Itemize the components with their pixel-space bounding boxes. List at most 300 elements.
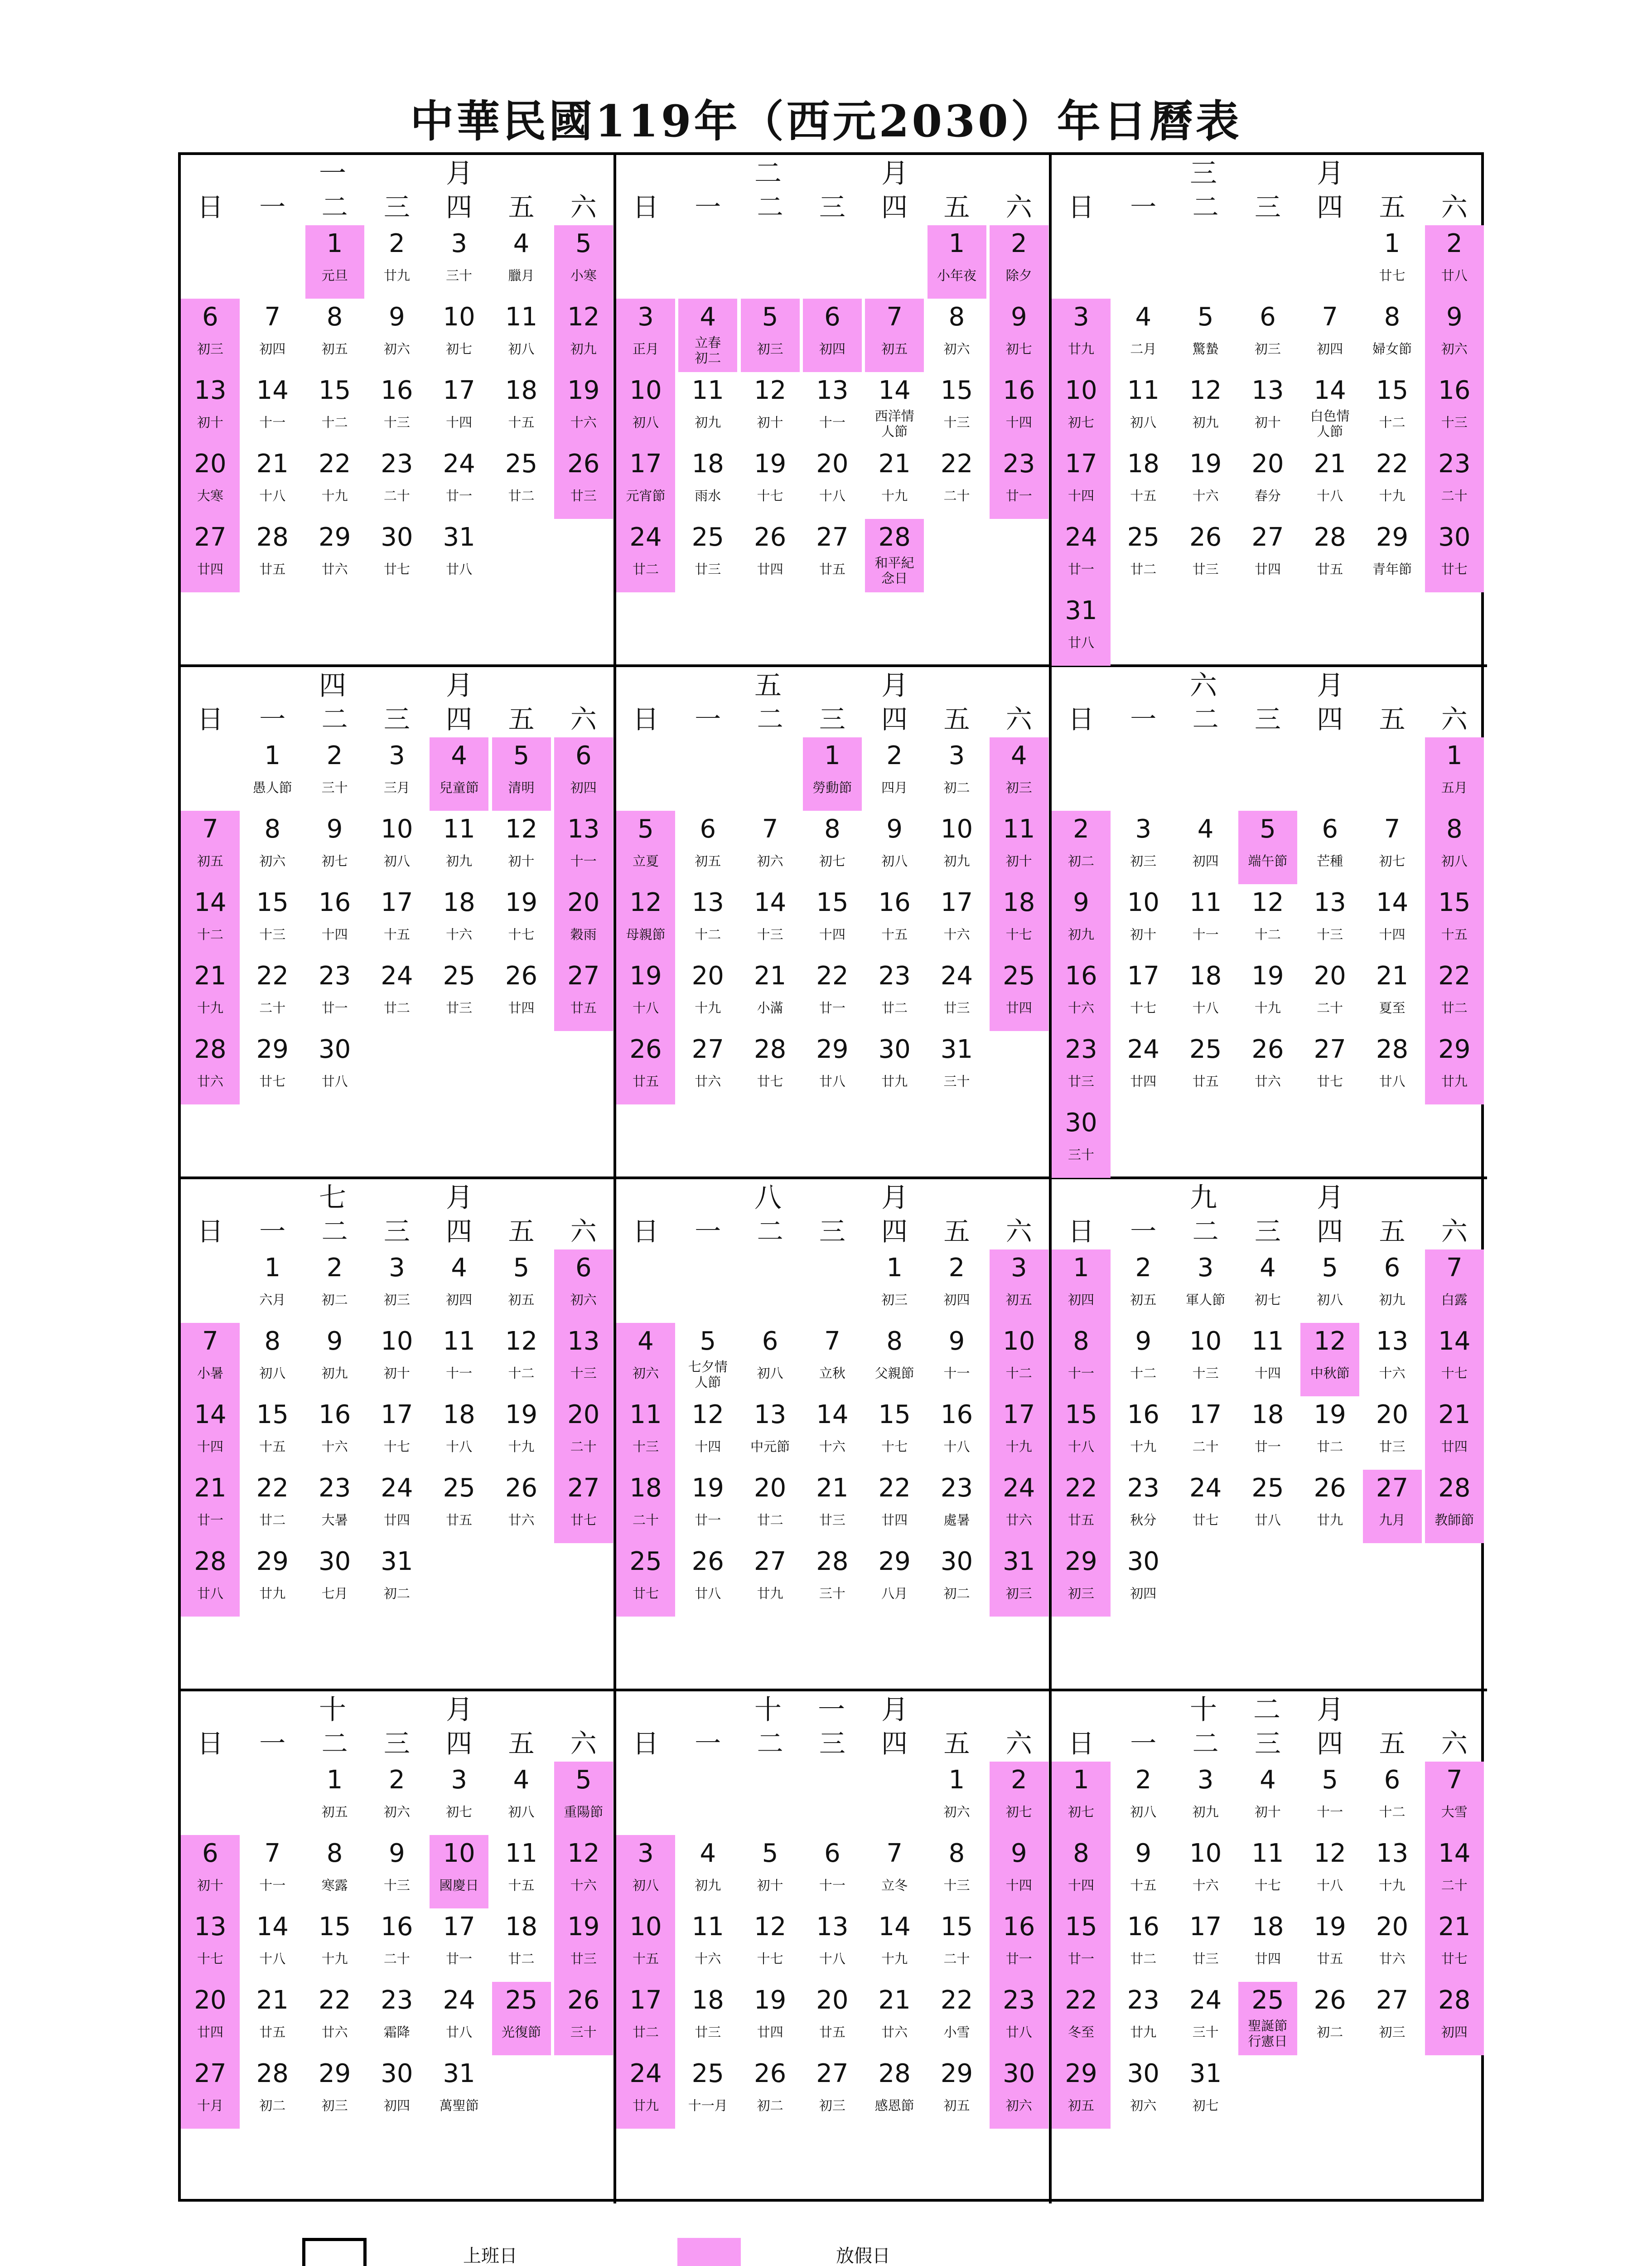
lunar-or-festival-label: 廿六 [695, 1074, 721, 1089]
month-title-char: 九 [1190, 1182, 1217, 1214]
day-cell [741, 1908, 800, 1982]
lunar-or-festival-label: 大雪 [1441, 1804, 1468, 1820]
holiday-cell [1052, 1470, 1111, 1543]
weekday-header [1052, 191, 1487, 223]
weekday-label: 日 [632, 192, 659, 223]
lunar-or-festival-label: 十九 [1130, 1439, 1157, 1454]
day-number: 19 [754, 1985, 787, 2015]
lunar-or-festival-label: 初四 [1441, 2024, 1468, 2040]
day-number: 29 [816, 1035, 849, 1064]
lunar-or-festival-label: 廿四 [757, 2024, 783, 2040]
day-cell [1176, 1470, 1235, 1543]
day-number: 12 [1251, 888, 1284, 917]
month-title-char: 三 [1190, 158, 1217, 189]
day-cell [1238, 372, 1297, 445]
day-number: 6 [575, 741, 592, 770]
day-cell [367, 1982, 426, 2055]
lunar-or-festival-label: 十一月 [688, 2098, 728, 2113]
day-cell [927, 445, 986, 519]
day-cell [243, 1323, 302, 1396]
day-number: 12 [754, 376, 787, 405]
lunar-or-festival-label: 初六 [757, 853, 783, 869]
lunar-or-festival-label: 十一 [259, 415, 286, 430]
day-number: 8 [1384, 302, 1401, 332]
day-number: 26 [691, 1547, 724, 1576]
day-cell [803, 372, 862, 445]
day-number: 29 [878, 1547, 911, 1576]
day-number: 2 [389, 229, 405, 258]
day-number: 22 [1065, 1473, 1097, 1503]
day-number: 9 [326, 1327, 343, 1356]
lunar-or-festival-label: 廿六 [1379, 1951, 1406, 1966]
legend [0, 2234, 1652, 2266]
day-cell [367, 884, 426, 958]
day-number: 18 [1189, 961, 1222, 991]
lunar-or-festival-label: 廿一 [197, 1512, 223, 1528]
day-number: 15 [1438, 888, 1471, 917]
day-number: 23 [318, 961, 351, 991]
lunar-or-festival-label: 重陽節 [564, 1804, 604, 1820]
day-number: 21 [256, 1985, 289, 2015]
day-number: 5 [575, 1765, 592, 1795]
lunar-or-festival-label: 十三 [570, 1365, 597, 1381]
day-number: 6 [1384, 1253, 1401, 1283]
day-number: 25 [1251, 1473, 1284, 1503]
day-number: 19 [691, 1473, 724, 1503]
holiday-cell [554, 1982, 613, 2055]
day-cell [927, 372, 986, 445]
day-number: 5 [513, 1253, 530, 1283]
weekday-label: 日 [1068, 192, 1094, 223]
day-number: 18 [1003, 888, 1035, 917]
day-number: 18 [1251, 1912, 1284, 1942]
day-number: 27 [1314, 1035, 1346, 1064]
day-number: 29 [940, 2059, 973, 2088]
day-number: 12 [691, 1400, 724, 1429]
day-number: 1 [264, 1253, 281, 1283]
day-number: 7 [1322, 302, 1338, 332]
day-cell [430, 1908, 488, 1982]
weekday-label: 一 [1130, 192, 1157, 223]
day-cell [927, 958, 986, 1031]
day-number: 21 [194, 1473, 227, 1503]
day-cell [1176, 811, 1235, 884]
holiday-cell [554, 811, 613, 884]
lunar-or-festival-label: 十五 [383, 927, 410, 942]
lunar-or-festival-label: 廿一 [446, 1951, 473, 1966]
lunar-or-festival-label: 廿七 [1441, 1951, 1468, 1966]
lunar-or-festival-label: 廿五 [1317, 1951, 1343, 1966]
day-cell [927, 1396, 986, 1470]
day-cell [492, 445, 551, 519]
lunar-or-festival-label: 端午節 [1248, 853, 1288, 869]
lunar-or-festival-label: 初八 [508, 341, 535, 357]
day-number: 12 [505, 1327, 538, 1356]
day-number: 31 [1065, 596, 1097, 625]
day-cell [741, 1543, 800, 1617]
day-number: 22 [1438, 961, 1471, 991]
lunar-or-festival-label: 十七 [881, 1439, 908, 1454]
lunar-or-festival-label: 廿五 [1068, 1512, 1094, 1528]
holiday-cell [181, 1470, 240, 1543]
lunar-or-festival-label: 初六 [383, 1804, 410, 1820]
day-number: 7 [886, 1839, 903, 1868]
holiday-cell [1425, 1396, 1484, 1470]
day-number: 28 [1438, 1985, 1471, 2015]
day-number: 6 [1322, 814, 1338, 844]
day-number: 1 [1384, 229, 1401, 258]
day-number: 11 [1251, 1327, 1284, 1356]
day-number: 28 [194, 1547, 227, 1576]
lunar-or-festival-label: 十二 [321, 415, 348, 430]
lunar-or-festival-label: 十三 [1317, 927, 1343, 942]
weekday-header [181, 703, 616, 735]
weekday-label: 一 [695, 704, 721, 735]
holiday-cell [616, 519, 675, 592]
day-cell [305, 1908, 364, 1982]
day-number: 1 [948, 1765, 965, 1795]
weekday-label: 六 [570, 1728, 597, 1759]
holiday-cell [1052, 1543, 1111, 1617]
month-title-char: 四 [319, 670, 346, 702]
day-number: 10 [381, 1327, 413, 1356]
lunar-or-festival-label: 廿五 [259, 562, 286, 577]
lunar-or-festival-label: 三十 [1192, 2024, 1219, 2040]
lunar-or-festival-label: 初六 [943, 341, 970, 357]
day-cell [367, 737, 426, 811]
day-number: 17 [1065, 449, 1097, 479]
lunar-or-festival-label: 廿四 [1130, 1074, 1157, 1089]
lunar-or-festival-label: 廿六 [321, 2024, 348, 2040]
day-cell [430, 1470, 488, 1543]
day-number: 30 [1127, 2059, 1159, 2088]
lunar-or-festival-label: 廿四 [197, 2024, 223, 2040]
holiday-cell [181, 1031, 240, 1104]
lunar-or-festival-label: 初二 [943, 780, 970, 795]
day-number: 7 [202, 1327, 218, 1356]
day-number: 26 [1314, 1473, 1346, 1503]
lunar-or-festival-label: 十三 [1192, 1365, 1219, 1381]
lunar-or-festival-label: 穀雨 [570, 927, 597, 942]
weekday-label: 一 [259, 1216, 286, 1247]
month-title-char: 一 [319, 158, 346, 189]
day-number: 30 [318, 1547, 351, 1576]
day-number: 29 [256, 1547, 289, 1576]
holiday-cell [1425, 1835, 1484, 1908]
day-cell [305, 1249, 364, 1323]
holiday-cell [1052, 372, 1111, 445]
day-cell [927, 884, 986, 958]
lunar-or-festival-label: 廿一 [1254, 1439, 1281, 1454]
day-number: 15 [318, 1912, 351, 1942]
day-number: 9 [1135, 1327, 1152, 1356]
lunar-or-festival-label: 初七 [819, 853, 845, 869]
weekday-header [1052, 1728, 1487, 1759]
lunar-or-festival-label: 廿七 [1317, 1074, 1343, 1089]
lunar-or-festival-label: 廿九 [632, 2098, 659, 2113]
day-cell [492, 1249, 551, 1323]
day-number: 13 [1251, 376, 1284, 405]
day-number: 22 [256, 1473, 289, 1503]
month-title-char: 八 [754, 1182, 782, 1214]
day-cell [927, 1031, 986, 1104]
lunar-or-festival-label: 廿九 [1068, 341, 1094, 357]
lunar-or-festival-label: 初七 [1192, 2098, 1219, 2113]
holiday-cell [1052, 519, 1111, 592]
lunar-or-festival-label: 十一 [1317, 1804, 1343, 1820]
holiday-cell [554, 958, 613, 1031]
lunar-or-festival-label: 十五 [1130, 488, 1157, 504]
lunar-or-festival-label: 十六 [1192, 488, 1219, 504]
lunar-or-festival-label: 十九 [508, 1439, 535, 1454]
day-number: 2 [1010, 229, 1027, 258]
lunar-or-festival-label: 十三 [632, 1439, 659, 1454]
lunar-or-festival-label: 廿九 [259, 1586, 286, 1601]
lunar-or-festival-label: 春分 [1254, 488, 1281, 504]
lunar-or-festival-label: 雨水 [695, 488, 721, 504]
day-cell [492, 372, 551, 445]
day-cell [1238, 1396, 1297, 1470]
day-cell [305, 737, 364, 811]
lunar-or-festival-label: 正月 [632, 341, 659, 357]
day-number: 31 [381, 1547, 413, 1576]
day-number: 16 [940, 1400, 973, 1429]
day-cell [1363, 811, 1422, 884]
day-number: 2 [886, 741, 903, 770]
lunar-or-festival-label: 十九 [1379, 488, 1406, 504]
day-number: 28 [1314, 523, 1346, 552]
lunar-or-festival-label: 初十 [1254, 415, 1281, 430]
lunar-or-festival-label: 初五 [508, 1292, 535, 1307]
lunar-or-festival-label: 十八 [1317, 1878, 1343, 1893]
lunar-or-festival-label: 初四 [570, 780, 597, 795]
holiday-cell [1425, 1249, 1484, 1323]
weekday-label: 一 [695, 1216, 721, 1247]
lunar-or-festival-label: 十一 [570, 853, 597, 869]
lunar-or-festival-label: 初十 [197, 415, 223, 430]
lunar-or-festival-label: 十七 [383, 1439, 410, 1454]
lunar-or-festival-label: 廿八 [1254, 1512, 1281, 1528]
day-cell [1114, 1908, 1173, 1982]
month-title [1052, 670, 1487, 702]
day-cell [1176, 1835, 1235, 1908]
day-number: 29 [1065, 1547, 1097, 1576]
day-number: 26 [629, 1035, 662, 1064]
lunar-or-festival-label: 廿六 [881, 2024, 908, 2040]
day-cell [367, 225, 426, 299]
weekday-label: 日 [197, 192, 223, 223]
lunar-or-festival-label: 二十 [383, 1951, 410, 1966]
day-cell [927, 737, 986, 811]
weekday-label: 六 [1005, 1216, 1032, 1247]
day-cell [678, 445, 737, 519]
day-cell [1114, 445, 1173, 519]
holiday-cell [927, 225, 986, 299]
day-cell [492, 811, 551, 884]
day-number: 6 [824, 302, 840, 332]
weekday-label: 二 [1192, 1216, 1219, 1247]
day-number: 18 [443, 1400, 475, 1429]
lunar-or-festival-label: 三十 [943, 1074, 970, 1089]
lunar-or-festival-label: 十二 [197, 927, 223, 942]
holiday-cell [616, 1835, 675, 1908]
weekday-label: 日 [632, 1728, 659, 1759]
lunar-or-festival-label: 初四 [943, 1292, 970, 1307]
day-number: 2 [1010, 1765, 1027, 1795]
day-cell [492, 299, 551, 372]
day-number: 16 [1003, 376, 1035, 405]
holiday-cell [616, 445, 675, 519]
month-title [616, 1694, 1052, 1726]
lunar-or-festival-label: 廿四 [1254, 562, 1281, 577]
lunar-or-festival-label: 廿四 [757, 562, 783, 577]
day-cell [678, 1835, 737, 1908]
lunar-or-festival-label: 十二 [508, 1365, 535, 1381]
day-number: 5 [762, 302, 778, 332]
day-number: 20 [816, 449, 849, 479]
day-cell [1363, 372, 1422, 445]
lunar-or-festival-label: 廿八 [1441, 268, 1468, 283]
day-cell [1114, 2055, 1173, 2129]
month-block [1052, 667, 1487, 1179]
day-number: 24 [443, 1985, 475, 2015]
lunar-or-festival-label: 萬聖節 [439, 2098, 479, 2113]
month-title-char: 月 [881, 1182, 908, 1214]
day-cell [305, 1835, 364, 1908]
day-number: 26 [505, 961, 538, 991]
lunar-or-festival-label: 三十 [321, 780, 348, 795]
day-number: 14 [194, 1400, 227, 1429]
lunar-or-festival-label: 處暑 [943, 1512, 970, 1528]
holiday-cell [492, 1982, 551, 2055]
holiday-cell [430, 737, 488, 811]
day-number: 17 [443, 1912, 475, 1942]
lunar-or-festival-label: 十六 [1068, 1000, 1094, 1016]
day-cell [1114, 1323, 1173, 1396]
day-number: 18 [629, 1473, 662, 1503]
day-number: 9 [389, 302, 405, 332]
month-title-char: 五 [754, 670, 782, 702]
weekday-label: 一 [259, 1728, 286, 1759]
lunar-or-festival-label: 十八 [632, 1000, 659, 1016]
lunar-or-festival-label: 勞動節 [812, 780, 852, 795]
day-number: 25 [629, 1547, 662, 1576]
day-number: 10 [443, 1839, 475, 1868]
lunar-or-festival-label: 初四 [383, 2098, 410, 2113]
day-cell [741, 1982, 800, 2055]
day-cell [243, 519, 302, 592]
day-cell [803, 1982, 862, 2055]
lunar-or-festival-label: 初八 [508, 1804, 535, 1820]
day-number: 5 [1260, 814, 1276, 844]
lunar-or-festival-label: 十四 [1254, 1365, 1281, 1381]
day-cell [927, 1982, 986, 2055]
lunar-or-festival-label: 初四 [1317, 341, 1343, 357]
lunar-or-festival-label: 廿六 [321, 562, 348, 577]
day-cell [678, 958, 737, 1031]
holiday-cell [1300, 1323, 1359, 1396]
lunar-or-festival-label: 初六 [1005, 2098, 1032, 2113]
day-cell [865, 1249, 924, 1323]
day-number: 12 [754, 1912, 787, 1942]
day-number: 13 [691, 888, 724, 917]
day-number: 13 [194, 376, 227, 405]
weekday-header [616, 1215, 1052, 1247]
lunar-or-festival-label: 初五 [321, 1804, 348, 1820]
day-cell [1238, 1835, 1297, 1908]
lunar-or-festival-label: 白露 [1441, 1292, 1468, 1307]
day-cell [803, 811, 862, 884]
day-cell [430, 445, 488, 519]
day-number: 26 [567, 1985, 600, 2015]
day-number: 23 [381, 449, 413, 479]
day-cell [492, 1762, 551, 1835]
lunar-or-festival-label: 初八 [1130, 1804, 1157, 1820]
lunar-or-festival-label: 廿一 [695, 1512, 721, 1528]
day-number: 18 [1127, 449, 1159, 479]
day-cell [927, 1762, 986, 1835]
lunar-or-festival-label: 十三 [1441, 415, 1468, 430]
lunar-or-festival-label: 十一 [943, 1365, 970, 1381]
lunar-or-festival-label: 廿八 [321, 1074, 348, 1089]
day-number: 8 [886, 1327, 903, 1356]
lunar-or-festival-label: 七夕情 人節 [688, 1359, 728, 1390]
holiday-cell [990, 1835, 1048, 1908]
weekday-label: 二 [321, 704, 348, 735]
lunar-or-festival-label: 冬至 [1068, 2024, 1094, 2040]
lunar-or-festival-label: 光復節 [501, 2024, 541, 2040]
lunar-or-festival-label: 十八 [259, 1951, 286, 1966]
holiday-cell [492, 737, 551, 811]
holiday-cell [1052, 592, 1111, 666]
lunar-or-festival-label: 廿七 [259, 1074, 286, 1089]
lunar-or-festival-label: 廿三 [695, 2024, 721, 2040]
day-cell [243, 1249, 302, 1323]
day-number: 24 [381, 1473, 413, 1503]
lunar-or-festival-label: 二十 [943, 488, 970, 504]
day-cell [367, 958, 426, 1031]
day-cell [243, 1396, 302, 1470]
day-number: 17 [629, 1985, 662, 2015]
weekday-label: 二 [321, 1216, 348, 1247]
day-number: 29 [1438, 1035, 1471, 1064]
day-cell [430, 1323, 488, 1396]
day-number: 13 [1376, 1839, 1409, 1868]
day-number: 8 [824, 814, 840, 844]
weekday-label: 四 [1317, 1216, 1343, 1247]
lunar-or-festival-label: 十八 [943, 1439, 970, 1454]
day-cell [927, 1470, 986, 1543]
holiday-cell [554, 1470, 613, 1543]
day-cell [243, 1982, 302, 2055]
day-cell [1300, 1908, 1359, 1982]
day-number: 26 [505, 1473, 538, 1503]
holiday-cell [1425, 1908, 1484, 1982]
day-cell [803, 2055, 862, 2129]
day-number: 14 [1438, 1327, 1471, 1356]
day-number: 14 [878, 1912, 911, 1942]
weekday-label: 六 [1005, 704, 1032, 735]
day-number: 22 [256, 961, 289, 991]
day-cell [741, 1835, 800, 1908]
holiday-cell [1425, 372, 1484, 445]
holiday-cell [554, 225, 613, 299]
lunar-or-festival-label: 十月 [197, 2098, 223, 2113]
day-cell [865, 1835, 924, 1908]
lunar-or-festival-label: 寒露 [321, 1878, 348, 1893]
holiday-cell [1052, 445, 1111, 519]
weekday-label: 五 [508, 1216, 535, 1247]
